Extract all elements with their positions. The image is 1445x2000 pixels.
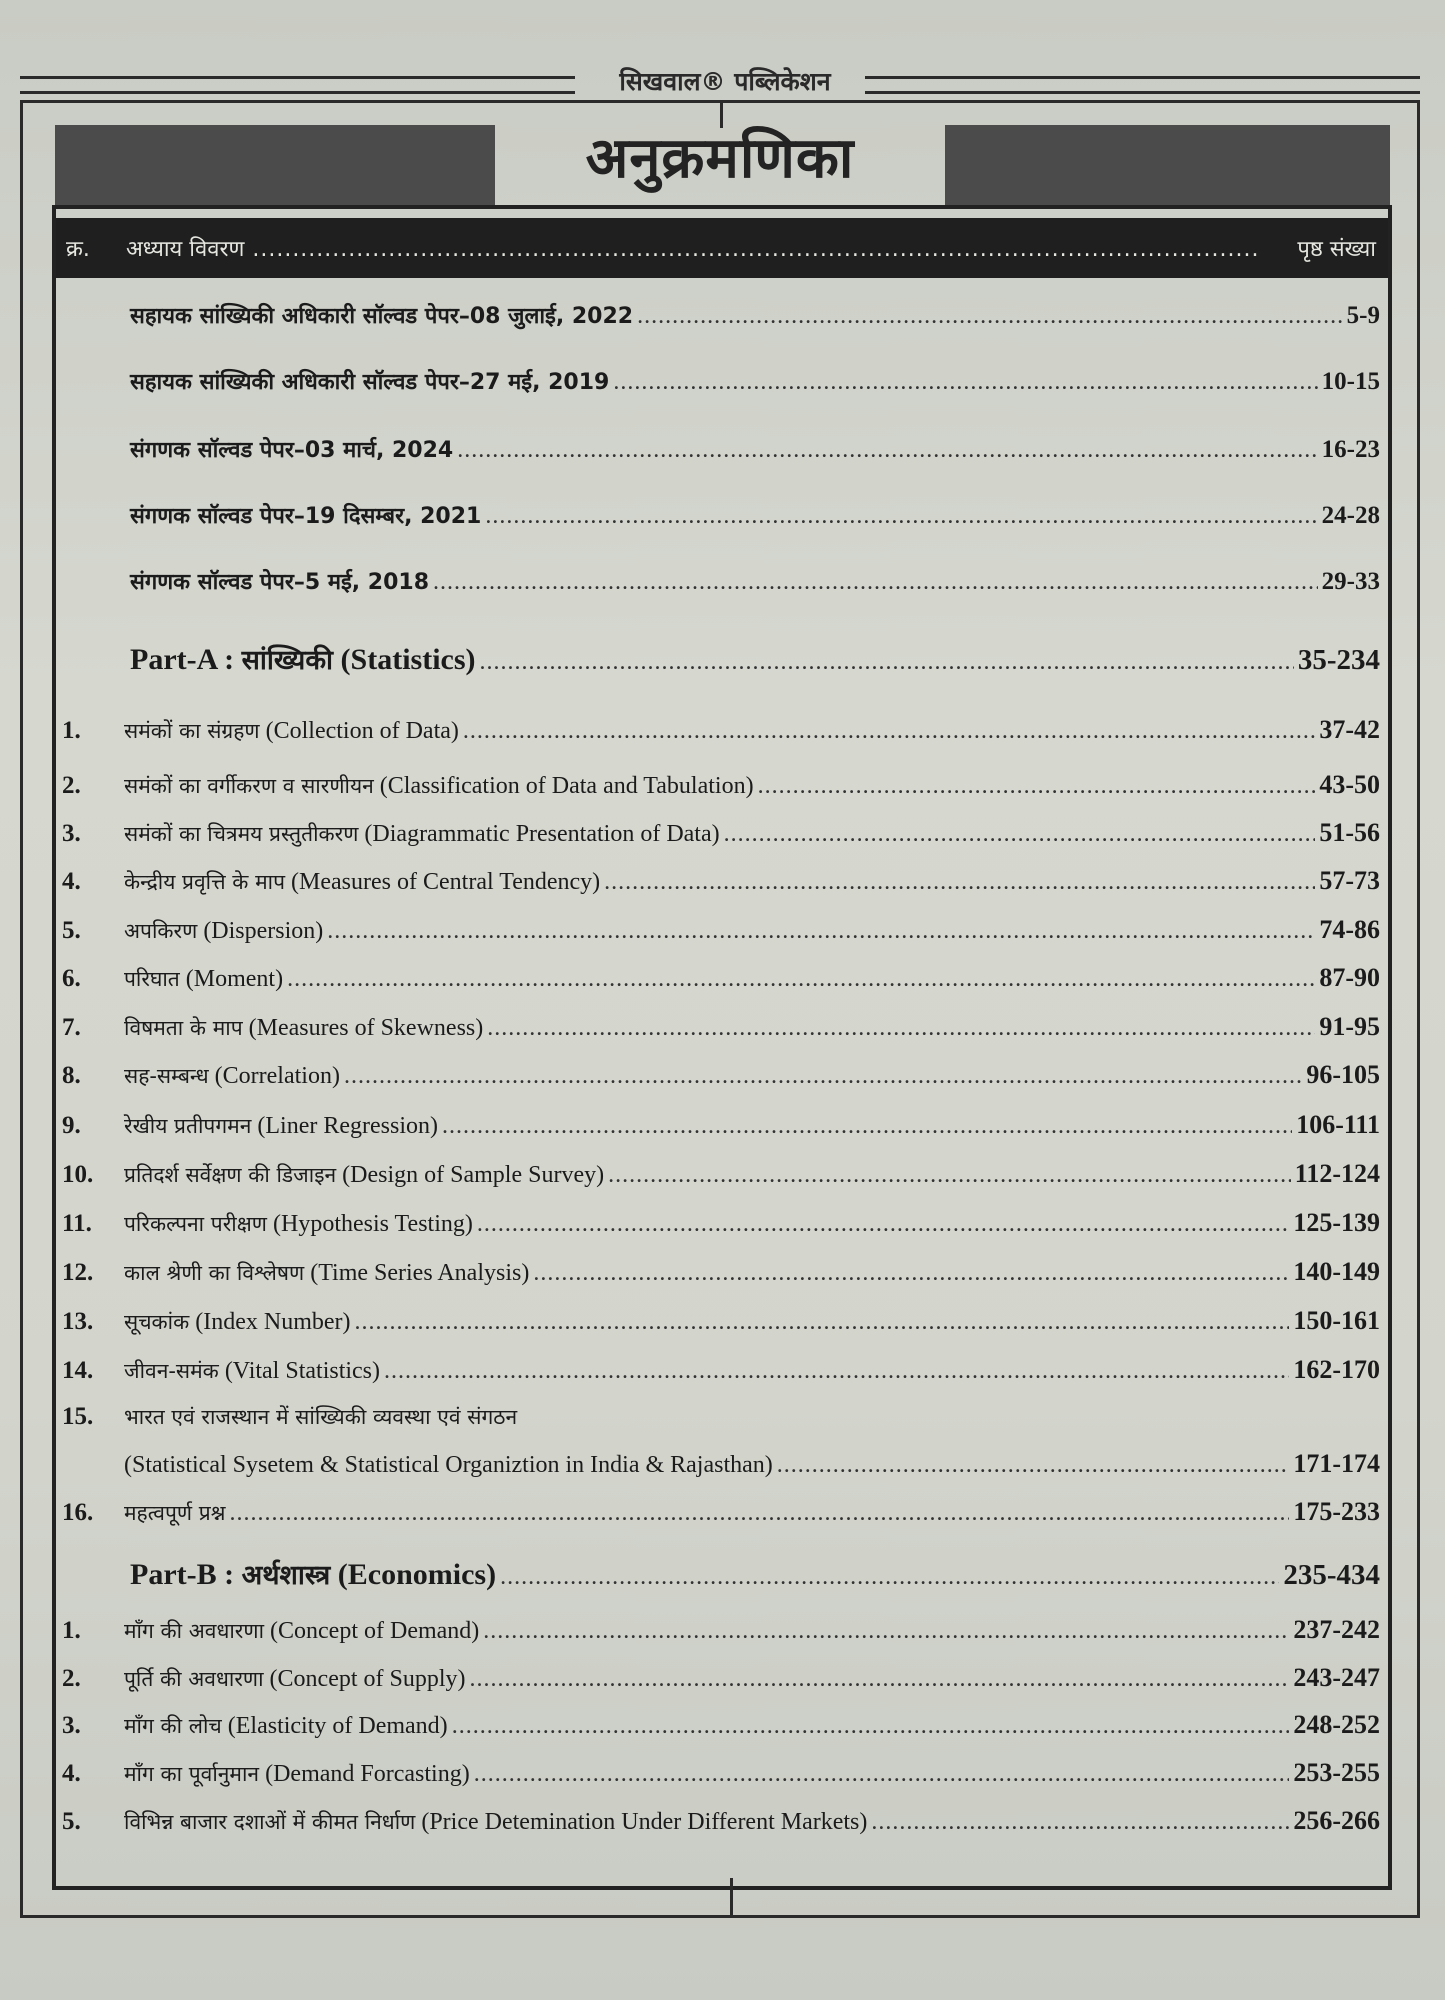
chapter-pages: 96-105: [1306, 1060, 1380, 1089]
chapter-english: (Time Series Analysis): [310, 1260, 530, 1286]
chapter-english: (Correlation): [214, 1063, 340, 1089]
chapter-pages: 243-247: [1293, 1663, 1380, 1692]
chapter-entry[interactable]: [62, 1257, 1380, 1297]
chapter-entry[interactable]: [62, 1663, 1380, 1703]
paper-title: सहायक सांख्यिकी अधिकारी सॉल्वड पेपर–08 जुलाई, 2022: [130, 304, 634, 329]
paper-entry[interactable]: [62, 566, 1380, 606]
part-b-heading[interactable]: [62, 1555, 1380, 1595]
chapter-number: 13.: [62, 1308, 94, 1335]
part-a-hindi: सांख्यिकी: [241, 645, 334, 676]
chapter-number: 7.: [62, 1014, 81, 1041]
chapter-entry[interactable]: [62, 963, 1380, 1003]
chapter-english: (Diagrammatic Presentation of Data): [364, 821, 720, 847]
part-a-label: Part-A :: [130, 643, 235, 676]
chapter-entry[interactable]: [62, 715, 1380, 755]
column-pages: पृष्ठ संख्या: [1291, 233, 1376, 263]
chapter-pages: 237-242: [1293, 1615, 1380, 1644]
chapter-english: (Vital Statistics): [224, 1358, 381, 1384]
paper-pages: 24-28: [1321, 502, 1380, 529]
column-header: [56, 218, 1388, 278]
publisher-name: सिखवाल® पब्लिकेशन: [619, 67, 831, 96]
chapter-number: 1.: [62, 1617, 81, 1644]
paper-title: संगणक सॉल्वड पेपर–19 दिसम्बर, 2021: [130, 504, 482, 529]
part-b-label: Part-B :: [130, 1558, 235, 1591]
part-b-title: [130, 1555, 496, 1592]
chapter-pages: 248-252: [1293, 1710, 1380, 1739]
chapter-pages: 162-170: [1293, 1355, 1380, 1384]
column-sno: क्र.: [66, 237, 90, 262]
chapter-pages: 43-50: [1319, 770, 1380, 799]
paper-pages: 16-23: [1321, 436, 1380, 463]
chapter-hindi: समंकों का वर्गीकरण व सारणीयन: [124, 774, 374, 798]
chapter-number: 5.: [62, 917, 81, 944]
chapter-number: 3.: [62, 820, 81, 847]
chapter-english: (Elasticity of Demand): [227, 1713, 448, 1739]
chapter-hindi: समंकों का चित्रमय प्रस्तुतीकरण: [124, 822, 359, 846]
chapter-english: (Index Number): [195, 1309, 351, 1335]
chapter-number: 3.: [62, 1712, 81, 1739]
chapter-pages: 253-255: [1293, 1758, 1380, 1787]
chapter-hindi: माँग की लोच: [124, 1714, 222, 1738]
chapter-english: (Concept of Supply): [269, 1666, 466, 1692]
chapter-hindi: जीवन-समंक: [124, 1359, 219, 1383]
center-tick-bottom: [730, 1878, 733, 1918]
chapter-entry[interactable]: [62, 1060, 1380, 1100]
chapter-english: (Hypothesis Testing): [273, 1211, 473, 1237]
chapter-hindi: रेखीय प्रतीपगमन: [124, 1114, 252, 1138]
chapter-number: 14.: [62, 1357, 94, 1384]
chapter-number: 8.: [62, 1062, 81, 1089]
publisher-header: [20, 62, 1420, 102]
paper-title: सहायक सांख्यिकी अधिकारी सॉल्वड पेपर–27 मई, 2019: [130, 370, 610, 395]
header-rule-right: [865, 76, 1420, 94]
chapter-english: (Concept of Demand): [270, 1618, 480, 1644]
chapter-hindi: केन्द्रीय प्रवृत्ति के माप: [124, 870, 286, 894]
chapter-english: (Price Detemination Under Different Markets): [421, 1809, 868, 1835]
part-a-english: (Statistics): [340, 643, 476, 676]
chapter-number: 2.: [62, 772, 81, 799]
chapter-english: (Statistical Sysetem & Statistical Organiztion in India & Rajasthan): [124, 1452, 773, 1478]
chapter-number: 15.: [62, 1403, 94, 1430]
chapter-pages: 106-111: [1296, 1110, 1380, 1139]
chapter-english: (Liner Regression): [257, 1113, 438, 1139]
chapter-pages: 171-174: [1293, 1449, 1380, 1478]
chapter-entry[interactable]: [62, 1306, 1380, 1346]
chapter-entry[interactable]: [62, 1159, 1380, 1199]
chapter-english: (Dispersion): [203, 918, 324, 944]
chapter-hindi: समंकों का संग्रहण: [124, 719, 260, 743]
chapter-entry[interactable]: [62, 818, 1380, 858]
chapter-pages: 125-139: [1293, 1208, 1380, 1237]
chapter-english: (Collection of Data): [265, 718, 459, 744]
chapter-hindi: माँग की अवधारणा: [124, 1619, 265, 1643]
chapter-pages: 51-56: [1319, 818, 1380, 847]
chapter-hindi: विभिन्न बाजार दशाओं में कीमत निर्धाण: [124, 1810, 416, 1834]
part-a-heading[interactable]: [62, 640, 1380, 680]
chapter-entry[interactable]: [62, 1615, 1380, 1655]
chapter-number: 1.: [62, 717, 81, 744]
chapter-number: 4.: [62, 868, 81, 895]
chapter-number: 10.: [62, 1161, 94, 1188]
chapter-entry-continued[interactable]: [62, 1449, 1380, 1489]
chapter-hindi: सह-सम्बन्ध: [124, 1064, 209, 1088]
chapter-entry[interactable]: [62, 1710, 1380, 1750]
part-a-pages: 35-234: [1297, 644, 1380, 676]
part-b-pages: 235-434: [1283, 1559, 1380, 1591]
chapter-entry[interactable]: [62, 1497, 1380, 1537]
chapter-entry[interactable]: [62, 1403, 1380, 1443]
chapter-pages: 112-124: [1294, 1159, 1380, 1188]
chapter-hindi: माँग का पूर्वानुमान: [124, 1762, 260, 1786]
chapter-number: 11.: [62, 1210, 92, 1237]
chapter-number: 9.: [62, 1112, 81, 1139]
chapter-entry[interactable]: [62, 1110, 1380, 1150]
chapter-english: (Moment): [185, 966, 284, 992]
header-rule-left: [20, 76, 575, 94]
chapter-pages: 37-42: [1319, 715, 1380, 744]
part-b-hindi: अर्थशास्त्र: [241, 1560, 331, 1591]
paper-pages: 5-9: [1346, 302, 1380, 329]
part-a-title: [130, 640, 476, 677]
chapter-english: (Demand Forcasting): [265, 1761, 470, 1787]
chapter-hindi: विषमता के माप: [124, 1016, 243, 1040]
paper-entry[interactable]: [62, 500, 1380, 540]
chapter-hindi: परिघात: [124, 967, 180, 991]
chapter-entry[interactable]: [62, 1758, 1380, 1798]
chapter-entry[interactable]: [62, 915, 1380, 955]
chapter-hindi: प्रतिदर्श सर्वेक्षण की डिजाइन: [124, 1163, 337, 1187]
chapter-entry[interactable]: [62, 1355, 1380, 1395]
part-b-english: (Economics): [337, 1558, 497, 1591]
chapter-english: (Measures of Skewness): [248, 1015, 484, 1041]
chapter-hindi: काल श्रेणी का विश्लेषण: [124, 1261, 305, 1285]
chapter-hindi: अपकिरण: [124, 919, 198, 943]
title-band-right: [945, 125, 1390, 205]
chapter-number: 2.: [62, 1665, 81, 1692]
paper-pages: 29-33: [1321, 568, 1380, 595]
chapter-number: 5.: [62, 1808, 81, 1835]
chapter-hindi: महत्वपूर्ण प्रश्न: [124, 1501, 226, 1525]
chapter-pages: 256-266: [1293, 1806, 1380, 1835]
chapter-pages: 87-90: [1319, 963, 1380, 992]
chapter-english: (Measures of Central Tendency): [291, 869, 601, 895]
chapter-pages: 140-149: [1293, 1257, 1380, 1286]
page-title: अनुक्रमणिका: [585, 126, 855, 191]
chapter-number: 6.: [62, 965, 81, 992]
chapter-entry[interactable]: [62, 770, 1380, 810]
paper-entry[interactable]: [62, 434, 1380, 474]
chapter-entry[interactable]: [62, 866, 1380, 906]
paper-title: संगणक सॉल्वड पेपर–03 मार्च, 2024: [130, 438, 454, 463]
chapter-pages: 57-73: [1319, 866, 1380, 895]
chapter-number: 12.: [62, 1259, 94, 1286]
paper-entry[interactable]: [62, 366, 1380, 406]
chapter-pages: 91-95: [1319, 1012, 1380, 1041]
title-band-left: [55, 125, 495, 205]
chapter-entry[interactable]: [62, 1012, 1380, 1052]
chapter-number: 16.: [62, 1499, 94, 1526]
paper-title: संगणक सॉल्वड पेपर–5 मई, 2018: [130, 570, 430, 595]
chapter-hindi: परिकल्पना परीक्षण: [124, 1212, 267, 1236]
chapter-hindi: पूर्ति की अवधारणा: [124, 1667, 264, 1691]
chapter-pages: 175-233: [1293, 1497, 1380, 1526]
paper-entry[interactable]: [62, 300, 1380, 340]
chapter-english: (Classification of Data and Tabulation): [379, 773, 754, 799]
chapter-pages: 74-86: [1319, 915, 1380, 944]
chapter-pages: 150-161: [1293, 1306, 1380, 1335]
chapter-entry[interactable]: [62, 1208, 1380, 1248]
chapter-hindi: भारत एवं राजस्थान में सांख्यिकी व्यवस्था एवं संगठन: [124, 1405, 518, 1429]
chapter-entry[interactable]: [62, 1806, 1380, 1846]
chapter-english: (Design of Sample Survey): [342, 1162, 605, 1188]
paper-pages: 10-15: [1321, 368, 1380, 395]
chapter-number: 4.: [62, 1760, 81, 1787]
column-description: अध्याय विवरण .....: [126, 233, 1258, 263]
chapter-hindi: सूचकांक: [124, 1310, 190, 1334]
